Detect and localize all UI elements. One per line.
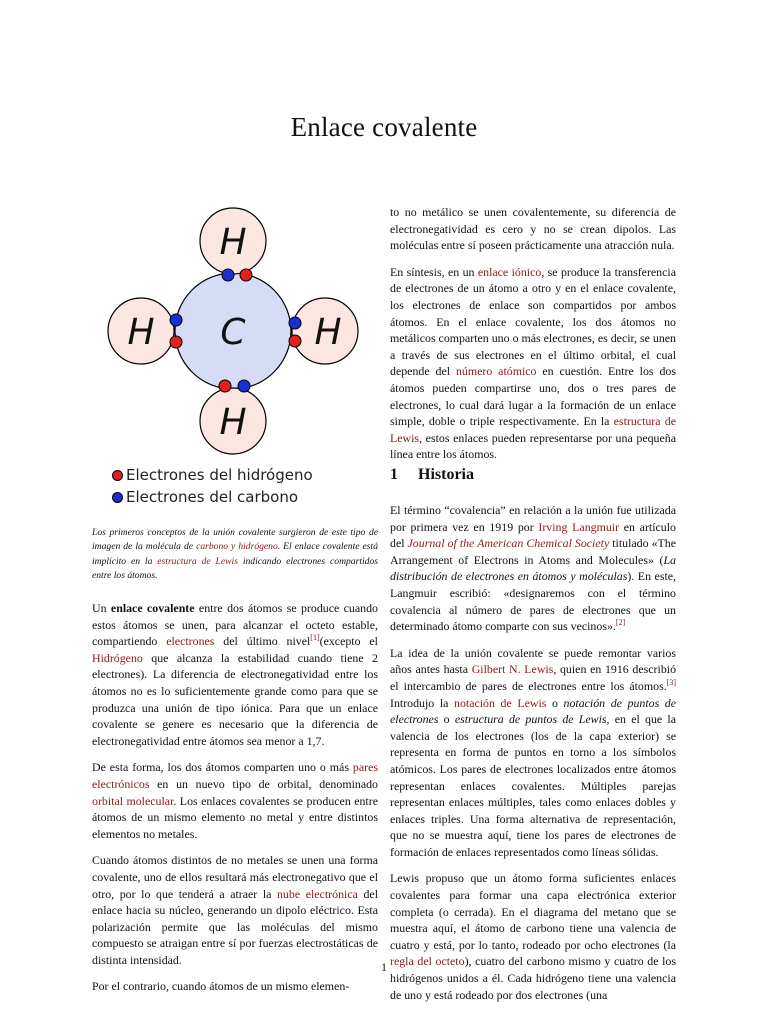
paragraph: El término “covalencia” en relación a la unión fue utilizada por primera vez en 1919 por Irving Langmuir en artículo del Journal of the American Chemical Society titulado «The Arrangement of Electrons in Atoms and Molecules» (La distribución de electrones en átomos y moléculas). En este, Langmuir escribió: «designaremos con el término covalencia al número de pares de electrones que un determinado átomo comparte con sus vecinos».[2] xyxy=(390,503,676,634)
link-pares-electronicos[interactable]: pares electrónicos xyxy=(92,760,378,791)
electron-carbon xyxy=(170,314,182,326)
paragraph: to no metálico se unen covalentemente, su diferencia de electronegatividad es cero y no se crean dipolos. Las moléculas entre sí poseen prácticamente una atracción nula. xyxy=(390,205,676,253)
left-column xyxy=(92,600,378,1005)
citation-link[interactable]: [2] xyxy=(615,618,626,628)
atom-label-bottom: H xyxy=(219,402,247,443)
link-numero-atomico[interactable]: número atómico xyxy=(455,364,537,379)
citation-link[interactable]: [3] xyxy=(666,677,676,687)
link-electrones[interactable]: electrones xyxy=(166,634,215,649)
section-heading-historia xyxy=(390,466,676,484)
blue-dot-icon xyxy=(112,492,123,503)
electron-hydrogen xyxy=(289,335,301,347)
legend-item-hydrogen xyxy=(112,464,313,486)
red-dot-icon xyxy=(112,470,123,481)
diagram-legend xyxy=(112,464,313,508)
atom-label-right: H xyxy=(314,312,342,353)
link-notacion-lewis[interactable]: notación de Lewis xyxy=(454,695,547,710)
atom-label-center: C xyxy=(220,312,246,353)
paragraph: Lewis propuso que un átomo forma suficientes enlaces covalentes para formar una capa electrónica exterior completa (o cerrada). En el diagrama del metano que se muestra aquí, el átomo de carbono tiene una valencia de cuatro y está, por lo tanto, rodeado por ocho electrones (la regla del octeto), cuatro del carbono mismo y cuatro de los hidrógenos unidos a él. Cada hidrógeno tiene una valencia de uno y está rodeado por dos electrones (una xyxy=(390,871,676,1002)
link-estructura-lewis[interactable]: estructura de Lewis xyxy=(390,414,676,445)
electron-hydrogen xyxy=(219,380,231,392)
link-carbono-hidrogeno[interactable]: carbono y hidrógeno xyxy=(196,541,278,553)
paragraph: En síntesis, en un enlace iónico, se produce la transferencia de electrones de un átomo a otro y en el enlace covalente, los electrones de enlace son compartidos por ambos átomos. En el enlace covalente, los dos átomos no metálicos comparten uno o más electrones, es decir, se unen a través de sus electrones en el último orbital, el cual depende del número atómico en cuestión. Entre los dos átomos pueden compartirse uno, dos o tres pares de electrones, lo cual dará lugar a la formación de un enlace simple, doble o triple respectivamente. En la estructura de Lewis, estos enlaces pueden representarse por una pequeña línea entre los átomos. xyxy=(390,264,676,462)
link-regla-octeto[interactable]: regla del octeto xyxy=(390,954,465,969)
link-gilbert-lewis[interactable]: Gilbert N. Lewis xyxy=(471,662,554,677)
electron-carbon xyxy=(289,317,301,329)
electron-hydrogen xyxy=(170,336,182,348)
link-enlace-ionico[interactable]: enlace iónico xyxy=(477,264,542,279)
link-irving-langmuir[interactable]: Irving Langmuir xyxy=(538,519,620,534)
paragraph: De esta forma, los dos átomos comparten uno o más pares electrónicos en un nuevo tipo de orbital, denominado orbital molecular. Los enlaces covalentes se producen entre átomos de un mismo elemento no metal y entre distintos elementos no metales. xyxy=(92,760,378,841)
link-nube-electronica[interactable]: nube electrónica xyxy=(277,886,358,901)
paragraph: Cuando átomos distintos de no metales se unen una forma covalente, uno de ellos resultará más electronegativo que el otro, por lo que tenderá a atraer la nube electrónica del enlace hacia su núcleo, generando un dipolo eléctrico. Esta polarización permite que las moléculas del mismo compuesto se atraigan entre sí por fuerzas electrostáticas de distinta intensidad. xyxy=(92,853,378,967)
page-title: Enlace covalente xyxy=(290,112,478,142)
electron-hydrogen xyxy=(240,269,252,281)
section-title: Historia xyxy=(418,466,474,483)
legend-label-hydrogen: Electrones del hidrógeno xyxy=(126,466,313,484)
right-column xyxy=(390,204,676,473)
right-column-historia xyxy=(390,502,676,1013)
atom-label-top: H xyxy=(219,222,247,263)
electron-carbon xyxy=(238,380,250,392)
electron-carbon xyxy=(222,269,234,281)
atom-label-left: H xyxy=(127,312,155,353)
link-orbital-molecular[interactable]: orbital molecular xyxy=(92,793,174,808)
page-number: 1 xyxy=(381,960,387,974)
paragraph: Por el contrario, cuando átomos de un mismo elemen- xyxy=(92,979,350,994)
section-number: 1 xyxy=(390,466,398,483)
paragraph: Un enlace covalente entre dos átomos se produce cuando estos átomos se unen, para alcanzar el octeto estable, compartiendo electrones del último nivel[1](excepto el Hidrógeno que alcanza la estabilidad cuando tiene 2 electrones). La diferencia de electronegatividad entre los átomos no es lo suficientemente grande como para que se produzca una unión de tipo iónica. Para que un enlace covalente se genere es necesario que la diferencia de electronegatividad entre átomos sea menor a 1,7. xyxy=(92,601,378,748)
methane-diagram xyxy=(100,200,370,460)
legend-label-carbon: Electrones del carbono xyxy=(126,488,299,506)
link-jacs[interactable]: Journal of the American Chemical Society xyxy=(407,536,610,551)
figure-caption: Los primeros conceptos de la unión covalente surgieron de este tipo de imagen de la molécula de carbono y hidrógeno. El enlace covalente está implícito en la estructura de Lewis indicando electrones compartidos entre los átomos. xyxy=(92,527,378,582)
paragraph: La idea de la unión covalente se puede remontar varios años antes hasta Gilbert N. Lewis, quien en 1916 describió el intercambio de pares de electrones entre los átomos.[3] Introdujo la notación de Lewis o notación de puntos de electrones o estructura de puntos de Lewis, en el que la valencia de los electrones (los de la capa exterior) se representa en forma de puntos en torno a los símbolos atómicos. Los pares de electrones localizados entre átomos representan enlaces covalentes. Múltiples parejas representan enlaces múltiples, tales como enlaces dobles y enlaces triples. Una forma alternativa de representación, que no se muestra aquí, tiene los pares de electrones de formación de enlaces representados como líneas sólidas. xyxy=(390,645,677,859)
citation-link[interactable]: [1] xyxy=(310,633,320,643)
legend-item-carbon xyxy=(112,486,313,508)
link-estructura-lewis[interactable]: estructura de Lewis xyxy=(157,555,238,567)
link-hidrogeno[interactable]: Hidrógeno xyxy=(92,650,143,665)
